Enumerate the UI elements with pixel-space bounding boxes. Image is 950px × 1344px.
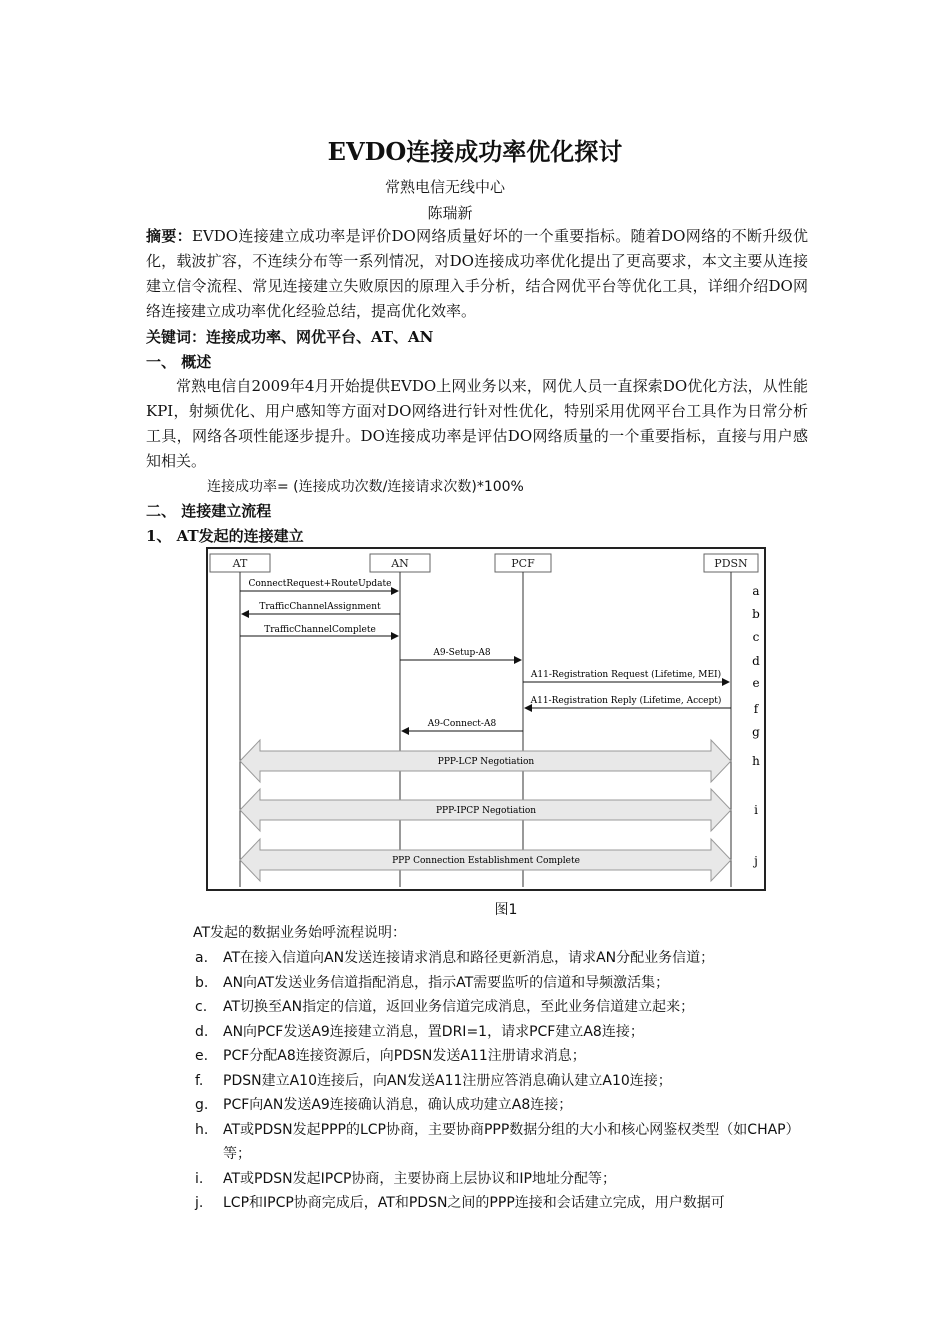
entity-at (210, 554, 270, 572)
page-title: EVDO连接成功率优化探讨 (327, 137, 623, 166)
step-letter-b: b (752, 607, 760, 621)
list-item (193, 1191, 811, 1216)
abstract-text: EVDO连接建立成功率是评价DO网络质量好坏的一个重要指标。随着DO网络的不断升级优化，载波扩容，不连续分布等一系列情况，对DO连接成功率优化提出了更高要求，本文主要从连接建立信令流程、常见连接建立失败原因的原理入手分析，结合网优平台等优化工具，详细介绍DO网络连接建立成功率优化经验总结，提高优化效率。 (146, 227, 808, 320)
step-letter-j: j (754, 854, 758, 868)
list-item (193, 995, 811, 1020)
list-item-text: AT或PDSN发起IPCP协商，主要协商上层协议和IP地址分配等； (223, 1170, 616, 1187)
list-marker: a. (195, 950, 209, 966)
flow-steps-list (193, 946, 811, 1216)
message-f-label: A11-Registration Reply (Lifetime, Accept) (530, 696, 722, 706)
step-letter-c: c (752, 630, 760, 644)
list-marker: i. (195, 1170, 204, 1187)
list-marker: e. (195, 1048, 209, 1064)
organization: 常熟电信无线中心 (384, 178, 505, 196)
list-item (193, 1118, 811, 1167)
list-item (193, 1044, 811, 1069)
list-item-text: PDSN建立A10连接后，向AN发送A11注册应答消息确认建立A10连接； (223, 1072, 672, 1089)
author: 陈瑞新 (427, 204, 473, 222)
message-i-label: PPP-IPCP Negotiation (435, 806, 537, 816)
list-item-text: AT切换至AN指定的信道，返回业务信道完成消息，至此业务信道建立起来； (223, 999, 695, 1015)
step-letter-h: h (752, 754, 760, 768)
list-marker: j. (195, 1195, 204, 1211)
section1-heading: 一、 概述 (146, 353, 212, 371)
list-item-text: AN向PCF发送A9连接建立消息，置DRI=1，请求PCF建立A8连接； (223, 1023, 644, 1040)
list-marker: c. (195, 999, 208, 1015)
step-letter-d: d (752, 654, 760, 668)
message-j-label: PPP Connection Establishment Complete (392, 856, 580, 866)
message-c-label: TrafficChannelComplete (264, 625, 376, 635)
step-letter-e: e (752, 676, 760, 690)
entity-pcf-label: PCF (511, 557, 535, 570)
list-marker: b. (195, 974, 209, 991)
list-marker: d. (195, 1023, 209, 1040)
message-h-label: PPP-LCP Negotiation (437, 757, 535, 767)
keywords: 关键词：连接成功率、网优平台、AT、AN (146, 328, 434, 346)
entity-pcf (495, 554, 551, 572)
formula: 连接成功率= (连接成功次数/连接请求次数)*100% (207, 479, 524, 495)
message-a-label: ConnectRequest+RouteUpdate (248, 579, 392, 589)
subsection-heading: 1、 AT发起的连接建立 (146, 527, 304, 545)
call-flow-figure (206, 547, 766, 891)
message-d-label: A9-Setup-A8 (433, 648, 491, 658)
list-item (193, 971, 811, 996)
step-letter-g: g (752, 725, 760, 739)
list-item-text: AT在接入信道向AN发送连接请求消息和路径更新消息，请求AN分配业务信道； (223, 950, 715, 966)
step-letter-a: a (752, 584, 760, 598)
message-b-label: TrafficChannelAssignment (259, 602, 381, 612)
section1-text: 常熟电信自2009年4月开始提供EVDO上网业务以来，网优人员一直探索DO优化方法，从性能KPI，射频优化、用户感知等方面对DO网络进行针对性优化，特别采用优网平台工具作为日常分析工具，网络各项性能逐步提升。DO连接成功率是评估DO网络质量的一个重要指标，直接与用户感知相关。 (146, 377, 808, 470)
entity-an-label: AN (391, 557, 409, 570)
list-marker: g. (195, 1097, 209, 1113)
figure-caption: 图1 (494, 902, 518, 918)
step-letter-f: f (753, 702, 759, 716)
list-item (193, 946, 811, 971)
entity-at-label: AT (232, 557, 248, 570)
list-marker: f. (195, 1072, 204, 1089)
list-item-text: PCF向AN发送A9连接确认消息，确认成功建立A8连接； (223, 1097, 573, 1113)
list-item-text: LCP和IPCP协商完成后，AT和PDSN之间的PPP连接和会话建立完成，用户数据可 (223, 1195, 725, 1211)
list-item-text: AN向AT发送业务信道指配消息，指示AT需要监听的信道和导频激活集； (223, 974, 670, 991)
list-item (193, 1069, 811, 1094)
step-letter-i: i (754, 803, 758, 817)
flow-description-intro: AT发起的数据业务始呼流程说明： (193, 925, 407, 941)
message-e-label: A11-Registration Request (Lifetime, MEI) (530, 670, 722, 680)
message-g-label: A9-Connect-A8 (427, 719, 497, 729)
list-item (193, 1020, 811, 1045)
section2-heading: 二、 连接建立流程 (146, 502, 272, 520)
list-marker: h. (195, 1121, 209, 1138)
list-item (193, 1093, 811, 1118)
abstract (146, 224, 808, 324)
list-item (193, 1167, 811, 1192)
list-item-text: AT或PDSN发起PPP的LCP协商，主要协商PPP数据分组的大小和核心网鉴权类型（如CHAP）等； (223, 1121, 800, 1162)
entity-an (370, 554, 430, 572)
entity-pdsn-label: PDSN (714, 557, 748, 570)
entity-pdsn (704, 554, 758, 572)
abstract-label: 摘要： (146, 227, 192, 245)
list-item-text: PCF分配A8连接资源后，向PDSN发送A11注册请求消息； (223, 1048, 586, 1064)
